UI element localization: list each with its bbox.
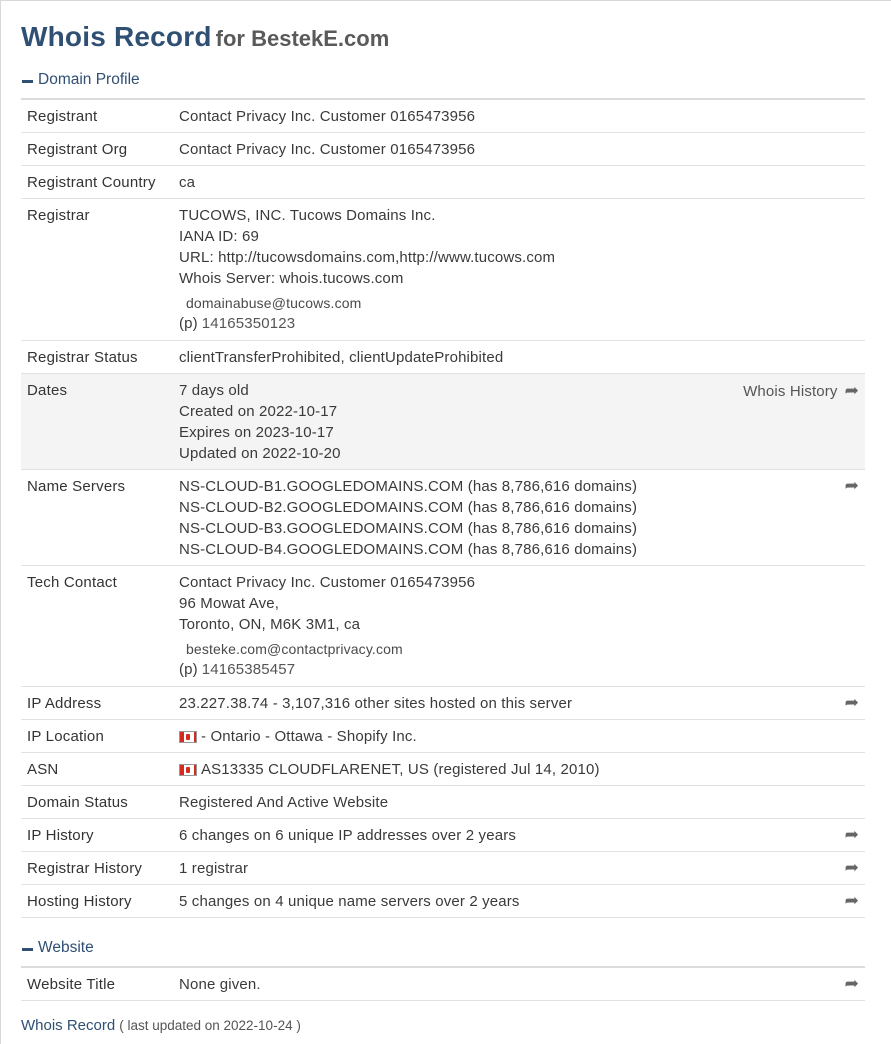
tech-contact-city: Toronto, ON, M6K 3M1, ca bbox=[179, 616, 361, 633]
row-value bbox=[173, 819, 865, 852]
share-arrow-icon[interactable]: ➦ bbox=[844, 858, 859, 877]
asn-value: AS13335 CLOUDFLARENET, US (registered Jul 14, 2010) bbox=[201, 761, 600, 778]
row-value: Contact Privacy Inc. Customer 0165473956 bbox=[173, 133, 865, 166]
share-arrow-icon[interactable]: ➦ bbox=[844, 476, 859, 495]
registrar-iana-id: IANA ID: 69 bbox=[179, 228, 260, 245]
expires-date: Expires on 2023-10-17 bbox=[179, 424, 334, 441]
row-label: IP History bbox=[21, 819, 173, 852]
page-title-main: Whois Record bbox=[21, 21, 212, 52]
row-label: Hosting History bbox=[21, 885, 173, 918]
share-arrow-icon[interactable]: ➦ bbox=[844, 381, 859, 400]
phone-number: 14165350123 bbox=[201, 315, 296, 332]
tech-contact-email: besteke.com@contactprivacy.com bbox=[186, 641, 403, 657]
section-title-domain-profile[interactable]: Domain Profile bbox=[38, 71, 140, 88]
registrar-name: TUCOWS, INC. Tucows Domains Inc. bbox=[179, 207, 436, 224]
row-label: Registrant Country bbox=[21, 166, 173, 199]
registrar-phone bbox=[179, 313, 859, 335]
row-value bbox=[173, 885, 865, 918]
tech-contact-name: Contact Privacy Inc. Customer 0165473956 bbox=[179, 574, 476, 591]
table-row-registrar-status bbox=[21, 341, 865, 374]
registrar-whois-server: Whois Server: whois.tucows.com bbox=[179, 270, 404, 287]
row-value bbox=[173, 470, 865, 566]
section-title-website[interactable]: Website bbox=[38, 939, 94, 956]
phone-label: (p) bbox=[179, 661, 198, 678]
row-label: Website Title bbox=[21, 968, 173, 1001]
table-row-ip-history bbox=[21, 819, 865, 852]
phone-label: (p) bbox=[179, 315, 198, 332]
table-row-registrar-history bbox=[21, 852, 865, 885]
row-label: Registrant bbox=[21, 100, 173, 133]
canada-flag-icon bbox=[179, 764, 197, 776]
table-row-registrar bbox=[21, 199, 865, 341]
table-row-name-servers bbox=[21, 470, 865, 566]
table-row-registrant bbox=[21, 100, 865, 133]
registrar-email: domainabuse@tucows.com bbox=[186, 295, 362, 311]
name-server: NS-CLOUD-B1.GOOGLEDOMAINS.COM (has 8,786,616 domains) bbox=[179, 478, 638, 495]
created-date: Created on 2022-10-17 bbox=[179, 403, 338, 420]
registrar-url: URL: http://tucowsdomains.com,http://www.tucows.com bbox=[179, 249, 556, 266]
row-value: Contact Privacy Inc. Customer 0165473956 bbox=[173, 100, 865, 133]
website-title-value: None given. bbox=[179, 976, 261, 993]
row-label: Dates bbox=[21, 374, 173, 470]
minus-icon[interactable] bbox=[22, 80, 33, 83]
ip-location-value: - Ontario - Ottawa - Shopify Inc. bbox=[201, 728, 417, 745]
row-value bbox=[173, 199, 865, 341]
hosting-history-value: 5 changes on 4 unique name servers over 2 years bbox=[179, 893, 520, 910]
canada-flag-icon bbox=[179, 731, 197, 743]
tech-contact-street: 96 Mowat Ave, bbox=[179, 595, 280, 612]
row-value: clientTransferProhibited, clientUpdateProhibited bbox=[173, 341, 865, 374]
whois-history-link[interactable] bbox=[743, 380, 859, 402]
row-value bbox=[173, 968, 865, 1001]
row-label: Registrant Org bbox=[21, 133, 173, 166]
table-row-asn bbox=[21, 753, 865, 786]
footer-updated: ( last updated on 2022-10-24 ) bbox=[119, 1018, 301, 1033]
table-row-dates bbox=[21, 374, 865, 470]
row-value bbox=[173, 753, 865, 786]
footer-title[interactable]: Whois Record bbox=[21, 1017, 116, 1034]
website-table bbox=[21, 968, 865, 1001]
row-label: Registrar Status bbox=[21, 341, 173, 374]
ip-address-value: 23.227.38.74 - 3,107,316 other sites hosted on this server bbox=[179, 695, 573, 712]
page-title bbox=[21, 17, 389, 54]
domain-profile-table bbox=[21, 100, 865, 918]
minus-icon[interactable] bbox=[22, 948, 33, 951]
table-row-domain-status bbox=[21, 786, 865, 819]
row-label: IP Address bbox=[21, 687, 173, 720]
section-header-domain-profile[interactable] bbox=[21, 70, 865, 100]
table-row-ip-location bbox=[21, 720, 865, 753]
row-value: Registered And Active Website bbox=[173, 786, 865, 819]
row-label: Registrar History bbox=[21, 852, 173, 885]
table-row-registrant-org bbox=[21, 133, 865, 166]
share-arrow-icon[interactable]: ➦ bbox=[844, 891, 859, 910]
row-value bbox=[173, 687, 865, 720]
name-server: NS-CLOUD-B3.GOOGLEDOMAINS.COM (has 8,786,616 domains) bbox=[179, 520, 638, 537]
footer bbox=[21, 1017, 301, 1035]
row-value: ca bbox=[173, 166, 865, 199]
share-arrow-icon[interactable]: ➦ bbox=[844, 693, 859, 712]
updated-date: Updated on 2022-10-20 bbox=[179, 445, 341, 462]
page-title-domain: for BestekE.com bbox=[215, 26, 390, 51]
table-row-website-title bbox=[21, 968, 865, 1001]
phone-number: 14165385457 bbox=[201, 661, 296, 678]
section-header-website[interactable] bbox=[21, 938, 865, 968]
table-row-ip-address bbox=[21, 687, 865, 720]
share-arrow-icon[interactable]: ➦ bbox=[844, 825, 859, 844]
row-label: IP Location bbox=[21, 720, 173, 753]
row-label: ASN bbox=[21, 753, 173, 786]
table-row-registrant-country bbox=[21, 166, 865, 199]
row-label: Name Servers bbox=[21, 470, 173, 566]
domain-age: 7 days old bbox=[179, 382, 249, 399]
row-label: Tech Contact bbox=[21, 566, 173, 687]
row-value bbox=[173, 852, 865, 885]
row-label: Registrar bbox=[21, 199, 173, 341]
tech-contact-phone bbox=[179, 659, 859, 681]
whois-history-label[interactable]: Whois History bbox=[743, 383, 838, 400]
registrar-history-value: 1 registrar bbox=[179, 860, 249, 877]
share-arrow-icon[interactable]: ➦ bbox=[844, 974, 859, 993]
table-row-hosting-history bbox=[21, 885, 865, 918]
ip-history-value: 6 changes on 6 unique IP addresses over 2 years bbox=[179, 827, 516, 844]
row-value bbox=[173, 374, 865, 470]
row-value bbox=[173, 566, 865, 687]
name-server: NS-CLOUD-B4.GOOGLEDOMAINS.COM (has 8,786,616 domains) bbox=[179, 541, 638, 558]
row-label: Domain Status bbox=[21, 786, 173, 819]
row-value bbox=[173, 720, 865, 753]
table-row-tech-contact bbox=[21, 566, 865, 687]
name-server: NS-CLOUD-B2.GOOGLEDOMAINS.COM (has 8,786,616 domains) bbox=[179, 499, 638, 516]
